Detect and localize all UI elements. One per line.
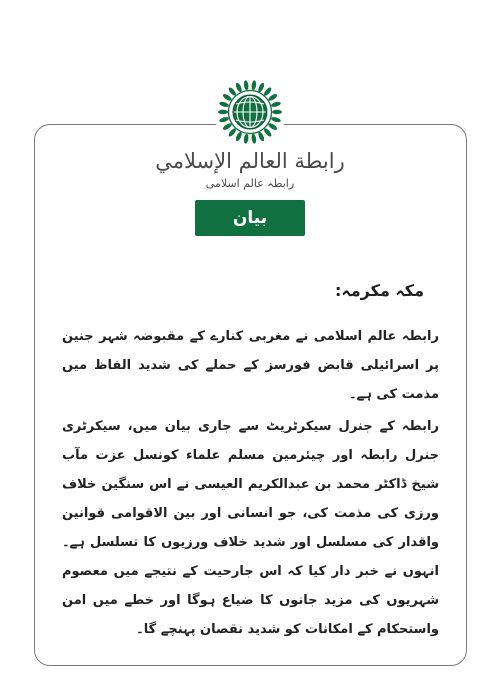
paragraph-2: رابطہ کے جنرل سیکرٹریٹ سے جاری بیان میں، سیکرٹری جنرل رابطہ اور چیئرمین مسلم علماء کونسل عزت مآب شیخ ڈاکٹر محمد بن عبدالکریم العیسی نے اس سنگین خلاف ورزی کی مذمت کی، جو انسانی اور بین الاقوامی قوانین واقدار کی مسلسل اور شدید خلاف ورزیوں کا تسلسل ہے۔ انہوں نے خبر دار کیا کہ اس جارحیت کے نتیجے میں معصوم شہریوں کی مزید جانوں کا ضیاع ہوگا اور خطے میں امن واستحکام کے امکانات کو شدید نقصان پہنچے گا۔	[62, 419, 439, 637]
organization-name: رابطة العالم الإسلامي	[155, 149, 345, 173]
globe-emblem-icon	[214, 76, 286, 148]
dateline: مکہ مکرمہ:	[335, 281, 424, 300]
statement-body	[62, 322, 439, 644]
organization-name-urdu: رابطہ عالم اسلامی	[205, 177, 295, 190]
statement-badge-label: بیان	[232, 208, 268, 228]
logo	[214, 76, 286, 148]
statement-badge	[195, 200, 305, 236]
paragraph-1: رابطہ عالم اسلامی نے مغربی کنارے کے مقبوضہ شہر جنین پر اسرائیلی قابض فورسز کے حملے کی شدید الفاظ میں مذمت کی ہے۔	[62, 329, 439, 402]
